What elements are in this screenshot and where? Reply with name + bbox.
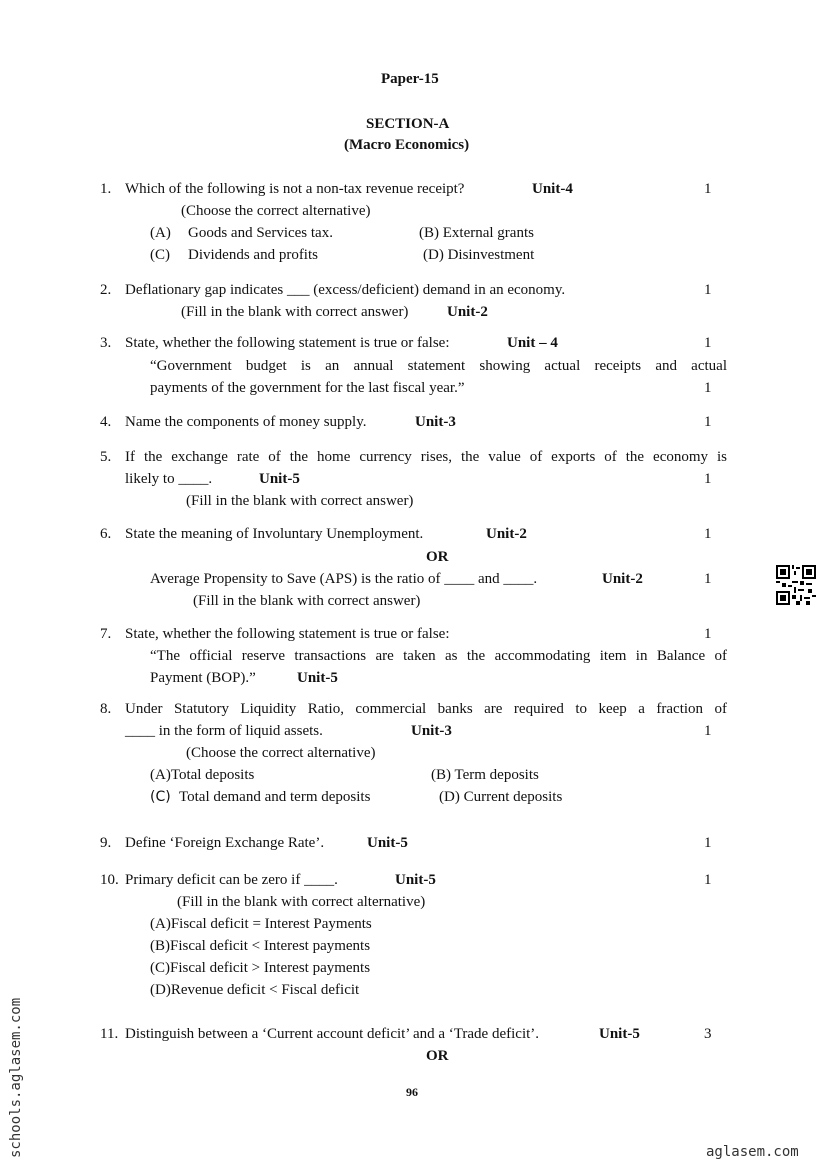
question-text: State the meaning of Involuntary Unemployment.: [125, 526, 424, 542]
alternative-unit-label: Unit-2: [602, 571, 643, 587]
question-text: Deflationary gap indicates ___ (excess/deficient) demand in an economy.: [125, 282, 566, 298]
quote-line-1: “The official reserve transactions are taken as the accommodating item in Balance of: [150, 648, 727, 664]
question-text: Which of the following is not a non-tax revenue receipt?: [125, 181, 465, 197]
marks: 3: [704, 1026, 712, 1042]
question-text-line-1: Under Statutory Liquidity Ratio, commercial banks are required to keep a fraction of: [125, 701, 727, 717]
corner-watermark: aglasem.com: [706, 1144, 799, 1160]
option-c-label: (C): [150, 247, 170, 263]
instruction: (Choose the correct alternative): [181, 203, 371, 219]
quote-line-2: Payment (BOP).”: [150, 670, 256, 686]
marks: 1: [704, 282, 712, 298]
question-text-line-2: likely to ____.: [125, 471, 213, 487]
qr-code: [776, 565, 816, 605]
unit-label: Unit-5: [395, 872, 436, 888]
marks: 1: [704, 723, 712, 739]
unit-label: Unit-5: [259, 471, 300, 487]
option-d: (D) Current deposits: [439, 789, 563, 805]
option-a-text: Goods and Services tax.: [188, 225, 333, 241]
unit-label: Unit-2: [486, 526, 527, 542]
marks: 1: [704, 872, 712, 888]
question-number: 8.: [100, 701, 112, 717]
option-c-text: Total demand and term deposits: [179, 789, 371, 805]
section-subject: (Macro Economics): [344, 137, 470, 153]
instruction: (Fill in the blank with correct answer): [186, 493, 414, 509]
question-number: 10.: [100, 872, 119, 888]
alternative-marks: 1: [704, 571, 712, 587]
marks: 1: [704, 181, 712, 197]
question-text: Distinguish between a ‘Current account deficit’ and a ‘Trade deficit’.: [125, 1026, 540, 1042]
option-c-text: Dividends and profits: [188, 247, 318, 263]
question-text: Define ‘Foreign Exchange Rate’.: [125, 835, 325, 851]
section-title: SECTION-A: [366, 116, 450, 132]
option-b: (B) External grants: [419, 225, 534, 241]
quote-line-2: payments of the government for the last fiscal year.”: [150, 380, 465, 396]
unit-label: Unit-5: [367, 835, 408, 851]
unit-label: Unit-4: [532, 181, 573, 197]
instruction: (Choose the correct alternative): [186, 745, 376, 761]
instruction: (Fill in the blank with correct answer): [181, 304, 409, 320]
option-a: (A)Fiscal deficit = Interest Payments: [150, 916, 372, 932]
marks: 1: [704, 626, 712, 642]
question-text: State, whether the following statement is true or false:: [125, 335, 450, 351]
alternative-question-text: Average Propensity to Save (APS) is the ratio of ____ and ____.: [150, 571, 538, 587]
or-separator: OR: [426, 1048, 449, 1064]
question-number: 5.: [100, 449, 112, 465]
option-d: (D) Disinvestment: [423, 247, 535, 263]
question-text: Primary deficit can be zero if ____.: [125, 872, 338, 888]
question-text: Name the components of money supply.: [125, 414, 367, 430]
or-separator: OR: [426, 549, 449, 565]
option-b: (B) Term deposits: [431, 767, 539, 783]
option-b: (B)Fiscal deficit < Interest payments: [150, 938, 371, 954]
question-number: 6.: [100, 526, 112, 542]
unit-label: Unit – 4: [507, 335, 558, 351]
option-a: (A)Total deposits: [150, 767, 255, 783]
marks: 1: [704, 335, 712, 351]
question-number: 1.: [100, 181, 112, 197]
marks: 1: [704, 835, 712, 851]
unit-label: Unit-3: [411, 723, 452, 739]
question-number: 3.: [100, 335, 112, 351]
unit-label: Unit-2: [447, 304, 488, 320]
option-c: (C)Fiscal deficit > Interest payments: [150, 960, 371, 976]
question-number: 9.: [100, 835, 112, 851]
marks: 1: [704, 414, 712, 430]
marks: 1: [704, 526, 712, 542]
question-number: 11.: [100, 1026, 119, 1042]
option-c-label: (C): [150, 789, 171, 805]
question-text-line-2: ____ in the form of liquid assets.: [125, 723, 323, 739]
instruction: (Fill in the blank with correct answer): [193, 593, 421, 609]
unit-label: Unit-3: [415, 414, 456, 430]
unit-label: Unit-5: [297, 670, 338, 686]
marks-repeat: 1: [704, 380, 712, 396]
question-number: 4.: [100, 414, 112, 430]
question-number: 7.: [100, 626, 112, 642]
quote-line-1: “Government budget is an annual statement showing actual receipts and actual: [150, 358, 727, 374]
instruction: (Fill in the blank with correct alternative): [177, 894, 426, 910]
marks: 1: [704, 471, 712, 487]
option-d: (D)Revenue deficit < Fiscal deficit: [150, 982, 360, 998]
question-number: 2.: [100, 282, 112, 298]
question-text-line-1: If the exchange rate of the home currency rises, the value of exports of the economy is: [125, 449, 727, 465]
question-text: State, whether the following statement is true or false:: [125, 626, 450, 642]
unit-label: Unit-5: [599, 1026, 640, 1042]
page-number: 96: [406, 1085, 418, 1099]
side-watermark: schools.aglasem.com: [8, 997, 24, 1158]
option-a-label: (A): [150, 225, 171, 241]
paper-title: Paper-15: [381, 71, 439, 87]
